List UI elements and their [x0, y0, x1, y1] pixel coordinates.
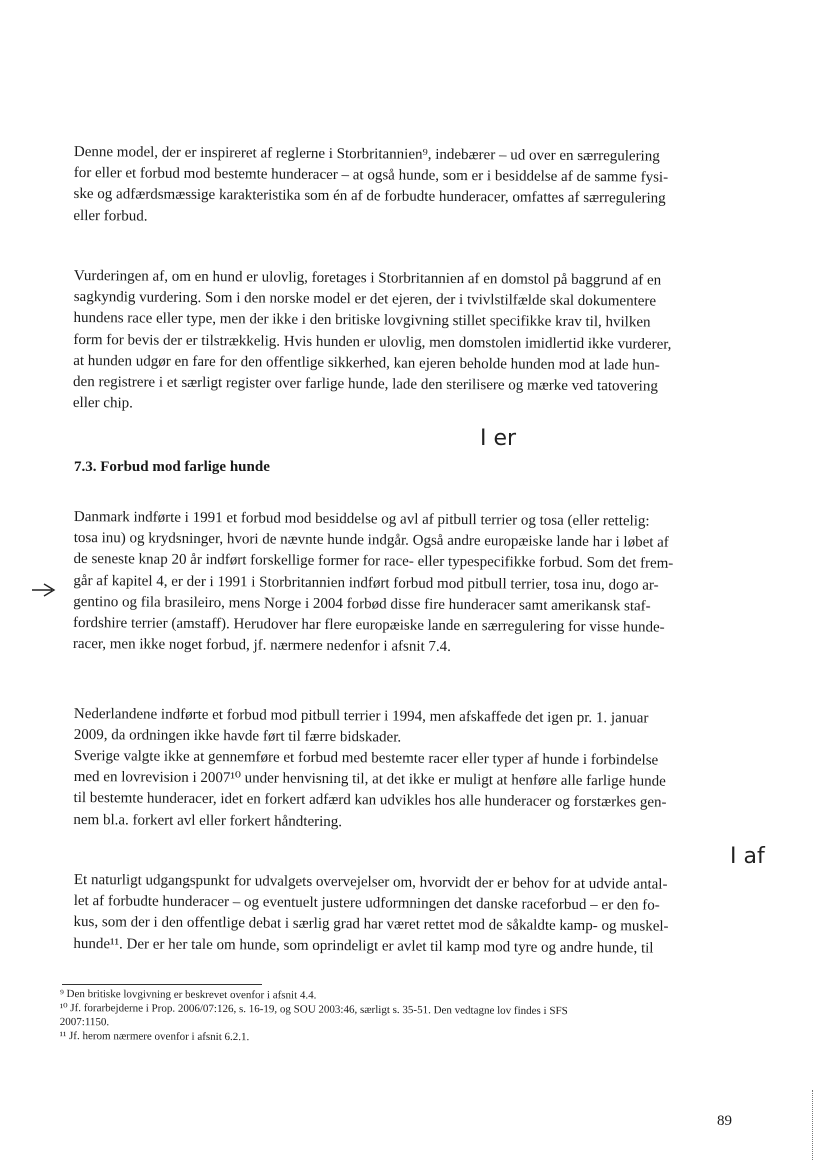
paragraph-5	[73, 746, 750, 836]
text-line: form for bevis der er tilstrækkelig. Hvis hunden er ulovlig, men domstolen imidlertid ikke vurderer,	[73, 331, 672, 353]
text-line: kus, som der i den offentlige debat i særlig grad har været rettet mod de såkaldte kamp- og muskel-	[73, 914, 669, 936]
text-line: hunde¹¹. Der er her tale om hunde, som oprindeligt er avlet til kamp mod tyre og andre hunde, til	[73, 935, 654, 957]
page-number: 89	[717, 1113, 732, 1129]
footnotes	[60, 987, 750, 1047]
text-line: sagkyndig vurdering. Som i den norske model er det ejeren, der i tvivlstilfælde skal dokumentere	[73, 289, 657, 310]
section-heading: 7.3. Forbud mod farlige hunde	[74, 459, 270, 475]
text-line: eller chip.	[72, 395, 133, 412]
text-line: fordshire terrier (amstaff). Herudover har flere europæiske lande en særregulering for visse hunde-	[73, 615, 665, 636]
footnote: ¹¹ Jf. herom nærmere ovenfor i afsnit 6.2.1.	[59, 1029, 250, 1044]
paragraph-4	[74, 704, 750, 752]
handwritten-note-2: I af	[730, 844, 765, 869]
text-line: at hunden udgør en fare for den offentlige sikkerhed, kan ejeren beholde hunden mod at lade hun-	[73, 352, 660, 374]
paragraph-1	[73, 142, 750, 232]
margin-arrow-mark	[30, 580, 66, 598]
scan-edge-mark	[812, 1090, 814, 1160]
text-line: Vurderingen af, om en hund er ulovlig, foretages i Storbritannien af en domstol på baggrund af en	[73, 267, 662, 289]
text-line: racer, men ikke noget forbud, jf. nærmere nedenfor i afsnit 7.4.	[72, 636, 452, 656]
text-line: den registrere i et særligt register over farlige hunde, lade den sterilisere og mærke ved tatovering	[73, 374, 658, 395]
footnote: ¹⁰ Jf. forarbejderne i Prop. 2006/07:126, s. 16-19, og SOU 2003:46, særligt s. 35-51. Den vedtagne lov findes i SFS	[59, 1001, 568, 1018]
footnote: 2007:1150.	[59, 1015, 110, 1029]
footnote: ⁹ Den britiske lovgivning er beskrevet ovenfor i afsnit 4.4.	[59, 988, 317, 1002]
text-line: nem bl.a. forkert avl eller forkert håndtering.	[73, 811, 343, 830]
text-line: til bestemte hunderacer, idet en forkert adfærd kan udvikles hos alle hunderacer og forstærkes gen-	[73, 790, 667, 812]
paragraph-3	[73, 507, 750, 661]
footnote-separator	[62, 984, 262, 985]
text-line: Nederlandene indførte et forbud mod pitbull terrier i 1994, men afskaffede det igen pr. 1. januar	[73, 705, 649, 727]
text-line: hundens race eller type, men der ikke i den britiske lovgivning stillet specifikke krav til, hvilken	[73, 310, 651, 331]
text-line: 2009, da ordningen ikke havde ført til færre bidskader.	[73, 727, 402, 746]
text-line: for eller et forbud mod bestemte hunderacer – at også hunde, som er i besiddelse af de samme fysi-	[73, 165, 669, 186]
text-line: Danmark indførte i 1991 et forbud mod besiddelse og avl af pitbull terrier og tosa (eller rettelig:	[73, 508, 650, 530]
text-line: de seneste knap 20 år indført forskellige former for race- eller typespecifikke forbud. Som det frem-	[73, 551, 674, 573]
text-line: Sverige valgte ikke at gennemføre et forbud med bestemte racer eller typer af hunde i forbindelse	[73, 747, 659, 769]
text-line: med en lovrevision i 2007¹⁰ under henvisning til, at det ikke er muligt at henføre alle farlige hunde	[73, 769, 666, 790]
handwritten-note-1: I er	[480, 426, 517, 451]
text-line: ske og adfærdsmæssige karakteristika som én af de forbudte hunderacer, omfattes af særregulering	[73, 186, 666, 208]
text-line: gentino og fila brasileiro, mens Norge i 2004 forbød disse fire hunderacer samt amerikansk staf-	[73, 593, 651, 615]
text-line: let af forbudte hunderacer – og eventuelt justere udformningen det danske raceforbud – er den fo-	[73, 893, 660, 914]
text-line: eller forbud.	[73, 207, 148, 225]
text-line: Denne model, der er inspireret af reglerne i Storbritannien⁹, indebærer – ud over en særregulering	[73, 143, 660, 165]
text-line: tosa inu) og krydsninger, hvori de nævnte hunde indgår. Også andre europæiske lande har i løbet af	[73, 530, 669, 551]
text-line: Et naturligt udgangspunkt for udvalgets overvejelser om, hvorvidt der er behov for at udvide antal-	[73, 871, 668, 893]
text-line: går af kapitel 4, er der i 1991 i Storbritannien indført forbud mod pitbull terrier, tosa inu, dogo ar-	[73, 572, 659, 594]
paragraph-2	[73, 266, 750, 420]
paragraph-6	[73, 870, 750, 960]
